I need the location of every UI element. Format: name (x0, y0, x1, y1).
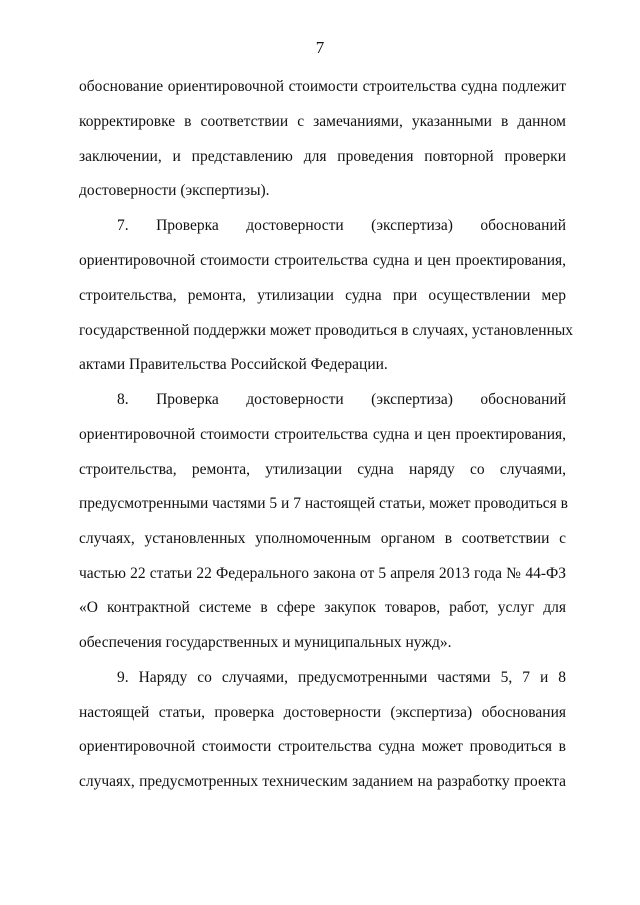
text-line: ориентировочной стоимости строительства судна и цен проектирования, (79, 426, 566, 443)
text-line: ориентировочной стоимости строительства судна может проводиться в (79, 738, 566, 755)
text-line: корректировке в соответствии с замечаниями, указанными в данном (79, 113, 566, 130)
text-line: заключении, и представлению для проведения повторной проверки (79, 148, 566, 165)
text-line: «О контрактной системе в сфере закупок товаров, работ, услуг для (79, 599, 566, 616)
text-line: случаях, установленных уполномоченным органом в соответствии с (79, 530, 566, 547)
text-line: настоящей статьи, проверка достоверности (экспертиза) обоснования (79, 704, 566, 721)
text-line: обоснование ориентировочной стоимости строительства судна подлежит (79, 78, 566, 95)
page-number: 7 (315, 38, 325, 57)
text-line: обеспечения государственных и муниципальных нужд». (79, 634, 452, 651)
text-line: 8. Проверка достоверности (экспертиза) обоснований (117, 391, 566, 408)
text-line: строительства, ремонта, утилизации судна при осуществлении мер (79, 287, 566, 304)
text-line: актами Правительства Российской Федерации. (79, 356, 388, 373)
text-line: 9. Наряду со случаями, предусмотренными частями 5, 7 и 8 (117, 669, 566, 686)
text-line: предусмотренными частями 5 и 7 настоящей статьи, может проводиться в (79, 495, 568, 512)
text-line: частью 22 статьи 22 Федерального закона от 5 апреля 2013 года № 44-ФЗ (79, 565, 566, 582)
text-line: ориентировочной стоимости строительства судна и цен проектирования, (79, 252, 566, 269)
text-line: 7. Проверка достоверности (экспертиза) обоснований (117, 217, 566, 234)
text-line: случаях, предусмотренных техническим заданием на разработку проекта (79, 773, 566, 790)
text-line: строительства, ремонта, утилизации судна наряду со случаями, (79, 461, 566, 478)
text-line: достоверности (экспертизы). (79, 182, 270, 199)
text-line: государственной поддержки может проводиться в случаях, установленных (79, 322, 574, 339)
